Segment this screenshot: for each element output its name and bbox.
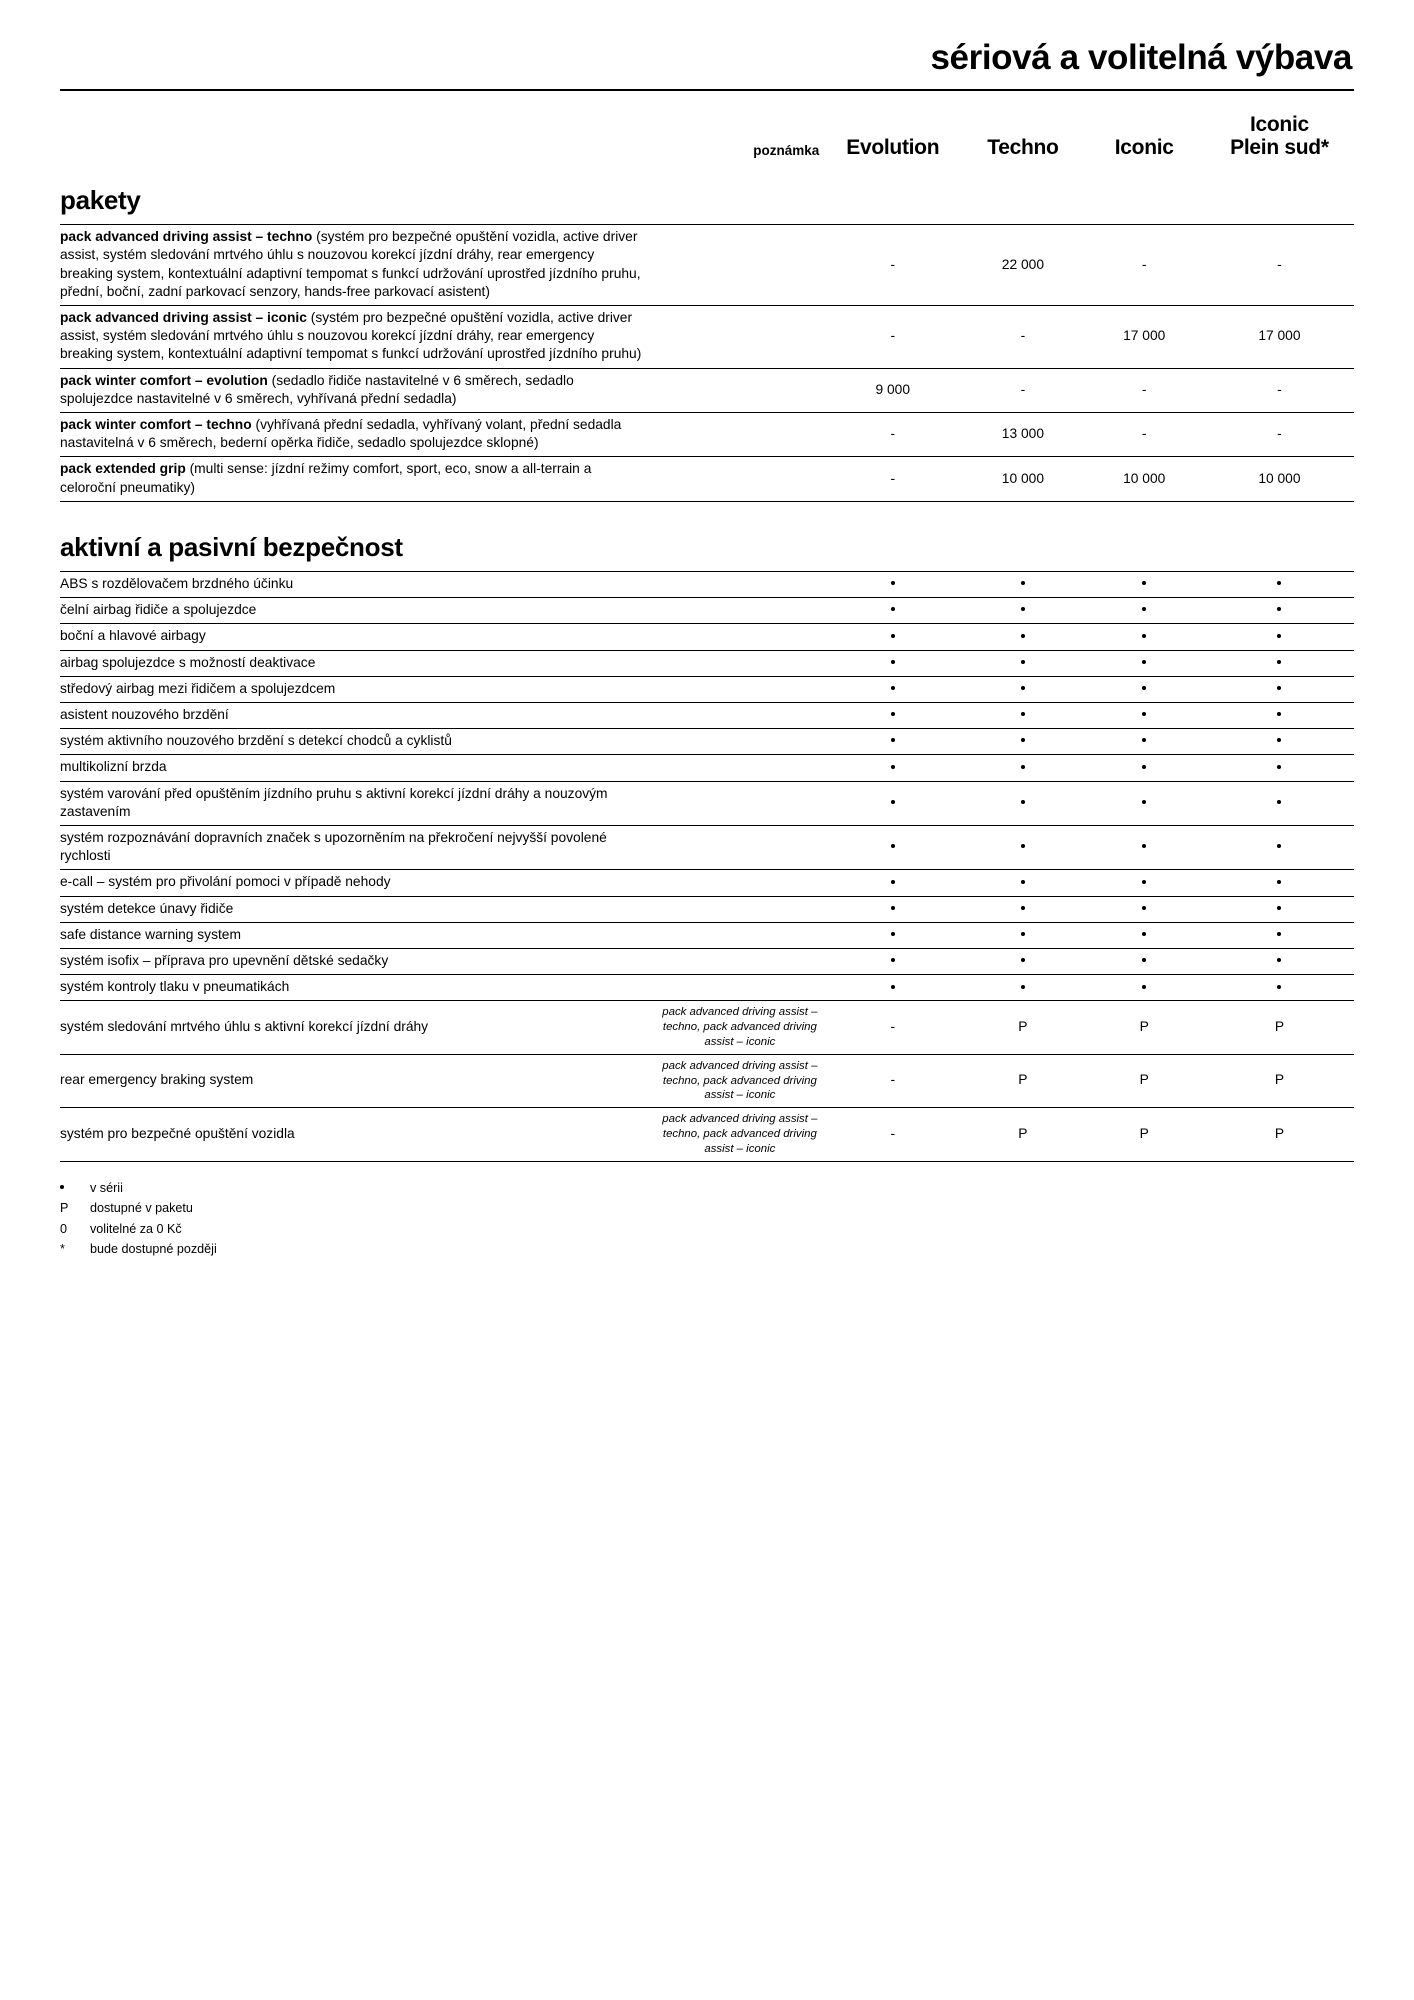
standard-bullet-icon bbox=[891, 686, 895, 690]
row-name-cell bbox=[60, 755, 656, 781]
standard-bullet-icon bbox=[1021, 985, 1025, 989]
legend-symbol bbox=[60, 1178, 90, 1198]
row-note-cell bbox=[656, 225, 823, 306]
cell-value: 9 000 bbox=[823, 368, 962, 412]
standard-bullet-icon bbox=[1142, 607, 1146, 611]
standard-bullet-icon bbox=[1142, 738, 1146, 742]
row-note-cell bbox=[656, 922, 823, 948]
standard-bullet-icon bbox=[1021, 932, 1025, 936]
cell-value bbox=[1084, 755, 1205, 781]
cell-value bbox=[823, 755, 962, 781]
standard-bullet-icon bbox=[1277, 634, 1281, 638]
cell-value bbox=[1205, 781, 1354, 825]
cell-value bbox=[823, 825, 962, 869]
cell-value bbox=[823, 729, 962, 755]
cell-value bbox=[962, 571, 1083, 597]
cell-value: 17 000 bbox=[1205, 306, 1354, 369]
cell-value: 10 000 bbox=[1084, 457, 1205, 501]
section-title: pakety bbox=[60, 185, 141, 216]
cell-value: 10 000 bbox=[962, 457, 1083, 501]
cell-value bbox=[962, 624, 1083, 650]
row-name-cell bbox=[60, 825, 656, 869]
cell-value: P bbox=[1205, 1108, 1354, 1161]
row-label: systém isofix – příprava pro upevnění dětské sedačky bbox=[60, 952, 389, 968]
standard-bullet-icon bbox=[1142, 932, 1146, 936]
standard-bullet-icon bbox=[891, 906, 895, 910]
table-row bbox=[60, 948, 1354, 974]
standard-bullet-icon bbox=[891, 958, 895, 962]
cell-value bbox=[962, 825, 1083, 869]
standard-bullet-icon bbox=[1021, 906, 1025, 910]
cell-value: - bbox=[823, 225, 962, 306]
legend-text: bude dostupné později bbox=[90, 1241, 217, 1256]
row-label-bold: pack winter comfort – techno bbox=[60, 417, 252, 433]
cell-value bbox=[1205, 702, 1354, 728]
cell-value bbox=[962, 755, 1083, 781]
standard-bullet-icon bbox=[1021, 581, 1025, 585]
row-label: (vyhřívaná přední sedadla, vyhřívaný volant, přední sedadla nastavitelná v 6 směrech, bederní opěrka řidiče, sedadlo spolujezdce sklopné) bbox=[60, 417, 622, 451]
table-row bbox=[60, 598, 1354, 624]
row-label: (systém pro bezpečné opuštění vozidla, active driver assist, systém sledování mrtvého úhlu s nouzovou korekcí jízdní dráhy, rear emergency breaking system, kontextuální adaptivní tempomat s funkcí udržování uprostřed jízdního pruhu, přední, boční, zadní parkovací senzory, hands-free parkovací asistent) bbox=[60, 229, 641, 299]
row-note-cell bbox=[656, 650, 823, 676]
cell-value: P bbox=[962, 1001, 1083, 1054]
legend-item bbox=[60, 1178, 1354, 1198]
spec-table bbox=[60, 224, 1354, 502]
table-row bbox=[60, 755, 1354, 781]
row-note-cell bbox=[656, 825, 823, 869]
standard-bullet-icon bbox=[891, 800, 895, 804]
cell-value bbox=[1084, 825, 1205, 869]
standard-bullet-icon bbox=[1277, 985, 1281, 989]
standard-bullet-icon bbox=[1277, 932, 1281, 936]
cell-value bbox=[1084, 702, 1205, 728]
standard-bullet-icon bbox=[1021, 958, 1025, 962]
standard-bullet-icon bbox=[1277, 906, 1281, 910]
cell-value bbox=[962, 896, 1083, 922]
page-title: sériová a volitelná výbava bbox=[930, 38, 1352, 77]
header-version-evolution-line1: Evolution bbox=[846, 136, 940, 160]
cell-value bbox=[962, 948, 1083, 974]
standard-bullet-icon bbox=[1277, 660, 1281, 664]
cell-value bbox=[1205, 870, 1354, 896]
row-label: boční a hlavové airbagy bbox=[60, 628, 206, 644]
table-row bbox=[60, 1108, 1354, 1161]
row-label: (multi sense: jízdní režimy comfort, sport, eco, snow a all-terrain a celoroční pneumatiky) bbox=[60, 461, 592, 495]
cell-value bbox=[1084, 676, 1205, 702]
row-note-cell bbox=[656, 306, 823, 369]
standard-bullet-icon bbox=[1142, 800, 1146, 804]
cell-value: P bbox=[1205, 1001, 1354, 1054]
cell-value bbox=[1084, 598, 1205, 624]
table-row bbox=[60, 975, 1354, 1001]
row-note-cell bbox=[656, 368, 823, 412]
row-name-cell bbox=[60, 870, 656, 896]
cell-value: 17 000 bbox=[1084, 306, 1205, 369]
standard-bullet-icon bbox=[891, 932, 895, 936]
legend-item bbox=[60, 1219, 1354, 1239]
standard-bullet-icon bbox=[1021, 607, 1025, 611]
standard-bullet-icon bbox=[1277, 607, 1281, 611]
row-label-bold: pack winter comfort – evolution bbox=[60, 372, 268, 388]
cell-value bbox=[823, 624, 962, 650]
cell-value bbox=[1205, 755, 1354, 781]
row-name-cell bbox=[60, 457, 656, 501]
standard-bullet-icon bbox=[1142, 844, 1146, 848]
table-row bbox=[60, 729, 1354, 755]
table-row bbox=[60, 368, 1354, 412]
table-row bbox=[60, 571, 1354, 597]
row-note-cell bbox=[656, 598, 823, 624]
header-version-iconic bbox=[1084, 91, 1205, 161]
cell-value bbox=[962, 676, 1083, 702]
standard-bullet-icon bbox=[891, 985, 895, 989]
cell-value bbox=[1205, 624, 1354, 650]
cell-value bbox=[962, 975, 1083, 1001]
row-label: systém kontroly tlaku v pneumatikách bbox=[60, 979, 290, 995]
table-row bbox=[60, 624, 1354, 650]
row-label: asistent nouzového brzdění bbox=[60, 706, 229, 722]
legend-symbol: P bbox=[60, 1201, 69, 1216]
table-row bbox=[60, 870, 1354, 896]
standard-bullet-icon bbox=[1021, 712, 1025, 716]
cell-value bbox=[962, 650, 1083, 676]
cell-value: 10 000 bbox=[1205, 457, 1354, 501]
standard-bullet-icon bbox=[1277, 738, 1281, 742]
table-row bbox=[60, 1054, 1354, 1107]
spec-table bbox=[60, 571, 1354, 1162]
row-name-cell bbox=[60, 413, 656, 457]
cell-value bbox=[1205, 922, 1354, 948]
cell-value: P bbox=[1205, 1054, 1354, 1107]
cell-value bbox=[1205, 598, 1354, 624]
standard-bullet-icon bbox=[891, 660, 895, 664]
table-row bbox=[60, 702, 1354, 728]
cell-value: P bbox=[1084, 1108, 1205, 1161]
standard-bullet-icon bbox=[1021, 800, 1025, 804]
header-version-techno bbox=[962, 91, 1083, 161]
cell-value bbox=[962, 870, 1083, 896]
cell-value bbox=[823, 571, 962, 597]
row-label: systém pro bezpečné opuštění vozidla bbox=[60, 1125, 295, 1141]
cell-value: P bbox=[1084, 1054, 1205, 1107]
column-header-table bbox=[60, 91, 1354, 161]
row-note-cell bbox=[656, 975, 823, 1001]
standard-bullet-icon bbox=[891, 765, 895, 769]
row-note-cell: pack advanced driving assist – techno, pack advanced driving assist – iconic bbox=[656, 1001, 823, 1054]
standard-bullet-icon bbox=[1021, 660, 1025, 664]
table-row bbox=[60, 225, 1354, 306]
row-note-cell bbox=[656, 948, 823, 974]
row-name-cell bbox=[60, 1108, 656, 1161]
standard-bullet-icon bbox=[1142, 880, 1146, 884]
table-row bbox=[60, 650, 1354, 676]
cell-value bbox=[823, 896, 962, 922]
cell-value bbox=[1205, 825, 1354, 869]
standard-bullet-icon bbox=[891, 581, 895, 585]
row-name-cell bbox=[60, 624, 656, 650]
cell-value bbox=[1084, 896, 1205, 922]
cell-value: - bbox=[823, 306, 962, 369]
row-label: středový airbag mezi řidičem a spolujezdcem bbox=[60, 680, 336, 696]
row-label-bold: pack advanced driving assist – techno bbox=[60, 229, 313, 245]
header-version-techno-line1: Techno bbox=[987, 136, 1059, 160]
cell-value bbox=[823, 702, 962, 728]
standard-bullet-icon bbox=[1277, 712, 1281, 716]
row-name-cell bbox=[60, 650, 656, 676]
table-row bbox=[60, 825, 1354, 869]
row-note-cell bbox=[656, 781, 823, 825]
table-row bbox=[60, 413, 1354, 457]
standard-bullet-icon bbox=[1142, 712, 1146, 716]
cell-value bbox=[962, 702, 1083, 728]
row-label: (systém pro bezpečné opuštění vozidla, active driver assist, systém sledování mrtvého úhlu s nouzovou korekcí jízdní dráhy, rear emergency breaking system, kontextuální adaptivní tempomat s funkcí udržování uprostřed jízdního pruhu) bbox=[60, 310, 642, 362]
legend-item bbox=[60, 1239, 1354, 1259]
standard-bullet-icon bbox=[1142, 634, 1146, 638]
cell-value bbox=[962, 598, 1083, 624]
row-name-cell bbox=[60, 702, 656, 728]
cell-value: - bbox=[1205, 368, 1354, 412]
header-spacer bbox=[60, 91, 656, 161]
standard-bullet-icon bbox=[1277, 765, 1281, 769]
header-version-iconic-plein-sud-line1: Iconic bbox=[1249, 113, 1309, 137]
row-note-cell: pack advanced driving assist – techno, pack advanced driving assist – iconic bbox=[656, 1054, 823, 1107]
cell-value: - bbox=[823, 413, 962, 457]
header-version-iconic-plein-sud-line2: Plein sud* bbox=[1230, 136, 1329, 160]
cell-value bbox=[1205, 676, 1354, 702]
standard-bullet-icon bbox=[891, 634, 895, 638]
cell-value bbox=[1205, 729, 1354, 755]
cell-value bbox=[1084, 781, 1205, 825]
cell-value bbox=[1084, 624, 1205, 650]
cell-value bbox=[1205, 896, 1354, 922]
row-note-cell bbox=[656, 676, 823, 702]
row-label: e-call – systém pro přivolání pomoci v případě nehody bbox=[60, 874, 391, 890]
row-note-cell bbox=[656, 624, 823, 650]
standard-bullet-icon bbox=[1142, 581, 1146, 585]
cell-value bbox=[1084, 975, 1205, 1001]
cell-value bbox=[1084, 948, 1205, 974]
cell-value bbox=[823, 650, 962, 676]
sections-container bbox=[60, 185, 1354, 1162]
standard-bullet-icon bbox=[1142, 765, 1146, 769]
row-label-bold: pack extended grip bbox=[60, 461, 186, 477]
legend-text: dostupné v paketu bbox=[90, 1201, 193, 1216]
legend-symbol: * bbox=[60, 1241, 65, 1256]
table-row bbox=[60, 781, 1354, 825]
header-note-label: poznámka bbox=[753, 143, 820, 159]
header-version-iconic-plein-sud bbox=[1205, 91, 1354, 161]
row-label: systém aktivního nouzového brzdění s detekcí chodců a cyklistů bbox=[60, 733, 452, 749]
cell-value bbox=[1084, 650, 1205, 676]
cell-value: - bbox=[823, 1054, 962, 1107]
table-row bbox=[60, 676, 1354, 702]
standard-bullet-icon bbox=[1142, 686, 1146, 690]
legend-symbol: 0 bbox=[60, 1221, 68, 1236]
cell-value: P bbox=[962, 1108, 1083, 1161]
row-note-cell bbox=[656, 702, 823, 728]
standard-bullet-icon bbox=[1021, 880, 1025, 884]
row-note-cell bbox=[656, 571, 823, 597]
standard-bullet-icon bbox=[1277, 958, 1281, 962]
row-note-cell bbox=[656, 755, 823, 781]
row-note-cell bbox=[656, 457, 823, 501]
row-note-cell: pack advanced driving assist – techno, pack advanced driving assist – iconic bbox=[656, 1108, 823, 1161]
cell-value: - bbox=[1084, 413, 1205, 457]
cell-value: - bbox=[1205, 413, 1354, 457]
cell-value bbox=[823, 598, 962, 624]
row-note-cell bbox=[656, 896, 823, 922]
cell-value: P bbox=[1084, 1001, 1205, 1054]
standard-bullet-icon bbox=[1277, 581, 1281, 585]
section-title: aktivní a pasivní bezpečnost bbox=[60, 531, 403, 562]
cell-value: P bbox=[962, 1054, 1083, 1107]
standard-bullet-icon bbox=[1142, 958, 1146, 962]
standard-bullet-icon bbox=[1277, 844, 1281, 848]
row-label: (sedadlo řidiče nastavitelné v 6 směrech, sedadlo spolujezdce nastavitelné v 6 směrech, vyhřívaná přední sedadla) bbox=[60, 372, 574, 406]
standard-bullet-icon bbox=[1021, 844, 1025, 848]
legend bbox=[60, 1178, 1354, 1260]
cell-value bbox=[823, 948, 962, 974]
cell-value bbox=[962, 729, 1083, 755]
standard-bullet-icon bbox=[1021, 634, 1025, 638]
row-name-cell bbox=[60, 948, 656, 974]
row-label: rear emergency braking system bbox=[60, 1072, 254, 1088]
standard-bullet-icon bbox=[891, 880, 895, 884]
cell-value bbox=[1084, 870, 1205, 896]
standard-bullet-icon bbox=[891, 712, 895, 716]
row-label: multikolizní brzda bbox=[60, 759, 167, 775]
row-label: systém detekce únavy řidiče bbox=[60, 900, 234, 916]
row-label: systém varování před opuštěním jízdního pruhu s aktivní korekcí jízdní dráhy a nouzovým zastavením bbox=[60, 785, 608, 819]
cell-value: - bbox=[962, 306, 1083, 369]
row-name-cell bbox=[60, 922, 656, 948]
standard-bullet-icon bbox=[1142, 660, 1146, 664]
standard-bullet-icon bbox=[1277, 800, 1281, 804]
standard-bullet-icon bbox=[891, 607, 895, 611]
column-header-row bbox=[60, 91, 1354, 161]
row-label: ABS s rozdělovačem brzdného účinku bbox=[60, 575, 294, 591]
standard-bullet-icon bbox=[1277, 880, 1281, 884]
standard-bullet-icon bbox=[1021, 686, 1025, 690]
header-version-iconic-line1: Iconic bbox=[1114, 136, 1174, 160]
table-row bbox=[60, 306, 1354, 369]
row-name-cell bbox=[60, 368, 656, 412]
row-note-cell bbox=[656, 413, 823, 457]
row-label: systém rozpoznávání dopravních značek s upozorněním na překročení nejvyšší povolené rychlosti bbox=[60, 829, 607, 864]
row-label-bold: pack advanced driving assist – iconic bbox=[60, 310, 307, 326]
row-name-cell bbox=[60, 676, 656, 702]
cell-value bbox=[1084, 571, 1205, 597]
cell-value bbox=[1205, 975, 1354, 1001]
table-row bbox=[60, 896, 1354, 922]
standard-bullet-icon bbox=[1142, 906, 1146, 910]
cell-value bbox=[823, 975, 962, 1001]
legend-item bbox=[60, 1198, 1354, 1218]
legend-text: volitelné za 0 Kč bbox=[90, 1221, 182, 1236]
cell-value: - bbox=[823, 1001, 962, 1054]
cell-value bbox=[823, 781, 962, 825]
cell-value bbox=[1205, 948, 1354, 974]
row-note-cell bbox=[656, 870, 823, 896]
cell-value bbox=[1205, 650, 1354, 676]
cell-value: 22 000 bbox=[962, 225, 1083, 306]
row-name-cell bbox=[60, 975, 656, 1001]
row-label: čelní airbag řidiče a spolujezdce bbox=[60, 602, 257, 618]
standard-bullet-icon bbox=[1021, 765, 1025, 769]
row-name-cell bbox=[60, 598, 656, 624]
cell-value: - bbox=[1084, 368, 1205, 412]
cell-value: 13 000 bbox=[962, 413, 1083, 457]
cell-value bbox=[1205, 571, 1354, 597]
cell-value bbox=[823, 922, 962, 948]
cell-value: - bbox=[962, 368, 1083, 412]
standard-bullet-icon bbox=[1277, 686, 1281, 690]
cell-value: - bbox=[823, 457, 962, 501]
standard-bullet-icon bbox=[1021, 738, 1025, 742]
legend-text: v sérii bbox=[90, 1180, 123, 1195]
cell-value bbox=[962, 781, 1083, 825]
row-name-cell bbox=[60, 571, 656, 597]
cell-value bbox=[1084, 922, 1205, 948]
row-label: safe distance warning system bbox=[60, 926, 241, 942]
row-name-cell bbox=[60, 729, 656, 755]
row-name-cell bbox=[60, 306, 656, 369]
row-name-cell bbox=[60, 781, 656, 825]
standard-bullet-icon bbox=[891, 738, 895, 742]
cell-value: - bbox=[1084, 225, 1205, 306]
standard-bullet-icon bbox=[60, 1185, 64, 1189]
row-note-cell bbox=[656, 729, 823, 755]
table-row bbox=[60, 1001, 1354, 1054]
cell-value bbox=[1084, 729, 1205, 755]
table-row bbox=[60, 457, 1354, 501]
cell-value bbox=[962, 922, 1083, 948]
cell-value bbox=[823, 676, 962, 702]
header-version-evolution bbox=[823, 91, 962, 161]
row-name-cell bbox=[60, 1001, 656, 1054]
row-label: airbag spolujezdce s možností deaktivace bbox=[60, 654, 316, 670]
row-name-cell bbox=[60, 225, 656, 306]
table-row bbox=[60, 922, 1354, 948]
standard-bullet-icon bbox=[891, 844, 895, 848]
cell-value: - bbox=[823, 1108, 962, 1161]
row-name-cell bbox=[60, 1054, 656, 1107]
standard-bullet-icon bbox=[1142, 985, 1146, 989]
cell-value: - bbox=[1205, 225, 1354, 306]
row-label: systém sledování mrtvého úhlu s aktivní korekcí jízdní dráhy bbox=[60, 1018, 429, 1034]
cell-value bbox=[823, 870, 962, 896]
row-name-cell bbox=[60, 896, 656, 922]
